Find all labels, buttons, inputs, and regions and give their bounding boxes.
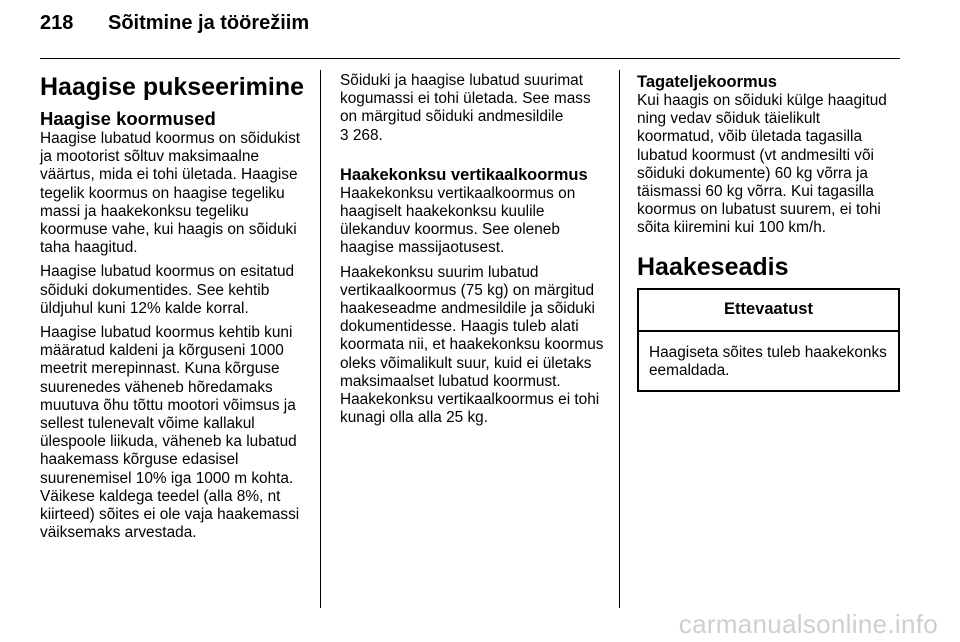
- warning-text: Haagiseta sõites tuleb haakekonks eemaldada.: [649, 343, 887, 380]
- subheading-rear-axle-load: Tagateljekoormus: [637, 73, 777, 91]
- column-divider: [320, 70, 321, 608]
- paragraph: Haagise lubatud koormus on sõidukist ja mootorist sõltuv maksimaalne väärtus, mida ei tohi ületada. Haagise tegelik koormus on haagise tegeliku massi ja haakekonksu tegeliku koormuse vahe, kui haagis on sõiduki taha haagitud.: [40, 130, 301, 257]
- page-number: 218: [40, 12, 74, 34]
- chapter-title: Haakeseadis: [637, 252, 789, 281]
- chapter-title: Haagise pukseerimine: [40, 73, 305, 101]
- paragraph: Haagise lubatud koormus kehtib kuni määratud kaldeni ja kõrguseni 1000 meetrit merepinnast. Kuna kõrguse suurenedes väheneb hõredamaks muutuva õhu tõttu mootori võimsus ja sellest tulenevalt võime kallakul ülespoole liikuda, väheneb ka lubatud haakemass kõrguse edasisel suurenemisel 10% iga 1000 m kohta. Väikese kaldega teedel (alla 8%, nt kiirteed) sõites ei ole vaja haakemassi väiksemaks arvestada.: [40, 324, 300, 542]
- paragraph: [340, 72, 610, 145]
- watermark: carmanualsonline.info: [678, 609, 938, 639]
- header-rule: [40, 58, 900, 59]
- paragraph: Kui haagis on sõiduki külge haagitud ning vedav sõiduk täielikult koormatud, võib ületada tagasilla lubatud koormust (vt andmesilti või sõiduki dokumente) 60 kg võrra ja täismassi 60 kg võrra. Kui tagasilla koormus on lubatust suurem, ei tohi sõita kiiremini kui 100 km/h.: [637, 92, 887, 237]
- column-divider: [619, 70, 620, 608]
- paragraph: Haakekonksu suurim lubatud vertikaalkoormus (75 kg) on märgitud haakeseadme andmesildile ja sõiduki dokumentidesse. Haagis tuleb alati koormata nii, et haakekonksu koormus oleks võimalikult suur, kuid ei ületaks maksimaalset lubatud koormust. Haakekonksu vertikaalkoormus ei tohi kunagi olla alla 25 kg.: [340, 263, 604, 427]
- column-1: [40, 72, 308, 548]
- paragraph: Haagise lubatud koormus on esitatud sõiduki dokumentides. See kehtib üldjuhul kuni 12% kalde korral.: [40, 263, 295, 317]
- paragraph-text: Sõiduki ja haagise lubatud suurimat kogumassi ei tohi ületada. See mass on märgitud sõiduki andmesildile: [340, 72, 591, 126]
- column-2: [340, 72, 610, 433]
- warning-box: [637, 288, 900, 393]
- column-3: [637, 72, 900, 392]
- subheading-vertical-load: Haakekonksu vertikaalkoormus: [340, 165, 588, 184]
- subheading-trailer-loads: Haagise koormused: [40, 108, 216, 129]
- reference-arrow-icon: 3: [340, 126, 349, 144]
- warning-heading: Ettevaatust: [639, 290, 898, 332]
- paragraph: Haakekonksu vertikaalkoormus on haagiselt haakekonksu kuulile ülekanduv koormus. See oleneb haagise massijaotusest.: [340, 184, 576, 257]
- page-header: [40, 12, 900, 52]
- section-title: Sõitmine ja töörežiim: [108, 12, 310, 34]
- page-reference[interactable]: 268.: [352, 126, 383, 144]
